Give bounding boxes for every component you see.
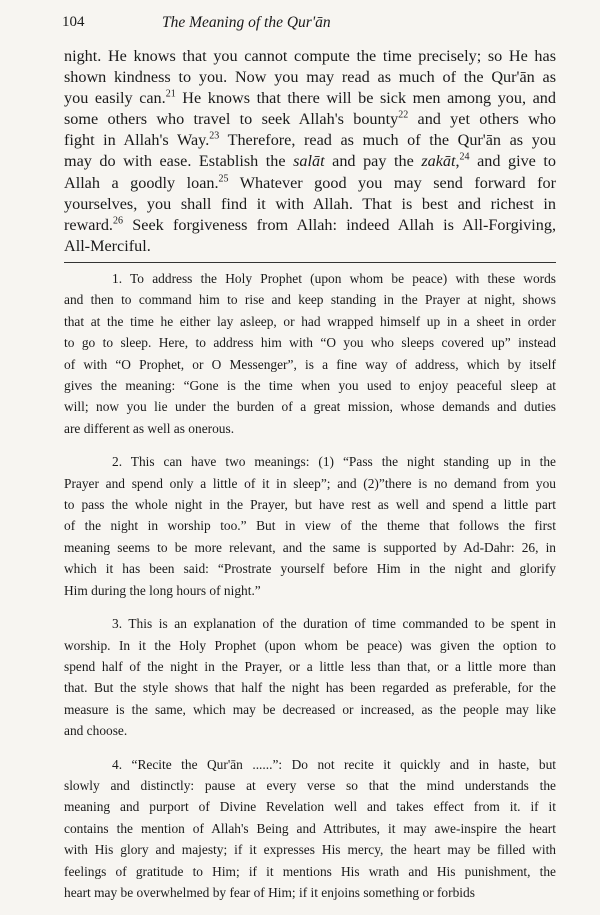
text-run: reward. xyxy=(64,215,113,234)
italic-term: zakāt xyxy=(421,152,456,171)
text-run: night. He knows that you cannot compute the time precisely; so He has xyxy=(64,47,556,65)
footnote-line: contains the mention of Allah's Being and Attributes, it may awe-inspire the heart xyxy=(64,820,556,836)
footnote-reference: 22 xyxy=(398,109,409,121)
text-run: Allah a goodly loan. xyxy=(64,173,219,192)
footnote-line: to pass the whole night in the Prayer, but have rest as well and spend a little part xyxy=(64,497,556,513)
main-text-line xyxy=(64,236,556,257)
footnote-line: 4. “Recite the Qur'ān ......”: Do not recite it quickly and in haste, but xyxy=(112,756,556,772)
footnotes xyxy=(64,268,556,915)
main-text-line xyxy=(64,173,556,194)
text-run: Seek forgiveness from Allah: indeed Allah is All-Forgiving, xyxy=(122,215,556,234)
footnote-reference: 21 xyxy=(165,88,176,100)
main-text-line xyxy=(64,194,556,215)
main-text-line xyxy=(64,215,556,236)
footnote-line: and choose. xyxy=(64,723,128,739)
footnote-line: spend half of the night in the Prayer, or a little less than that, or a little more than xyxy=(64,658,556,674)
running-title: The Meaning of the Qur'ān xyxy=(162,14,331,31)
footnote-line: meaning seems to be more relevant, and the same is supported by Ad-Dahr: 26, in xyxy=(64,539,556,555)
footnote-1 xyxy=(64,268,556,439)
footnote-reference: 23 xyxy=(209,130,220,142)
main-text-line xyxy=(64,109,556,130)
footnote-line: 1. To address the Holy Prophet (upon whom be peace) with these words xyxy=(112,271,556,286)
main-text-line xyxy=(64,46,556,67)
footnote-line: meaning and purport of Divine Revelation well and takes effect from it. if it xyxy=(64,799,556,815)
footnote-line: of with “O Prophet, or O Messenger”, is a fine way of address, which by itself xyxy=(64,356,556,372)
footnote-line: heart may be overwhelmed by fear of Him; if it enjoins something or forbids xyxy=(64,884,475,900)
text-run: and give to xyxy=(469,152,556,171)
page-header xyxy=(62,14,560,36)
footnote-reference: 25 xyxy=(218,173,229,185)
footnote-line: gives the meaning: “Gone is the time when you used to enjoy peaceful sleep at xyxy=(64,378,556,394)
text-run: yourselves, you shall find it with Allah. That is best and richest in xyxy=(64,194,556,213)
main-text-line xyxy=(64,130,556,151)
footnote-line: of the night in worship too.” But in view of the theme that follows the first xyxy=(64,518,556,534)
footnote-line: measure is the same, which may be decreased or increased, as the people may like xyxy=(64,701,556,717)
main-text-paragraph xyxy=(64,46,556,257)
footnote-line: Him during the long hours of night.” xyxy=(64,582,261,598)
footnote-line: 2. This can have two meanings: (1) “Pass the night standing up in the xyxy=(112,454,556,470)
footnote-line: Prayer and spend only a little of it in sleep”; and (2)”there is no demand from you xyxy=(64,475,556,491)
footnote-line: slowly and distinctly: pause at every verse so that the mind understands the xyxy=(64,777,556,793)
footnote-line: 3. This is an explanation of the duration of time commanded to be spent in xyxy=(112,616,556,632)
footnote-line: feelings of gratitude to Him; if it mentions His wrath and His punishment, the xyxy=(64,863,556,879)
text-run: and pay the xyxy=(324,152,422,171)
main-text-line xyxy=(64,67,556,88)
footnote-line: are different as well as onerous. xyxy=(64,420,235,436)
footnote-line: that. But the style shows that half the night has been regarded as preferable, for the xyxy=(64,680,556,696)
footnote-reference: 24 xyxy=(459,152,470,164)
footnote-4 xyxy=(64,754,556,904)
text-run: shown kindness to you. Now you may read as much of the Qur'ān as xyxy=(64,68,556,87)
footnote-line: will; now you lie under the burden of a great mission, whose demands and duties xyxy=(64,399,556,415)
footnote-line: with His glory and majesty; if it expresses His mercy, the heart may be filled with xyxy=(64,842,556,858)
text-run: He knows that there will be sick men among you, and xyxy=(175,89,556,108)
text-run: fight in Allah's Way. xyxy=(64,131,210,150)
text-run: may do with ease. Establish the xyxy=(64,152,294,171)
main-text-line xyxy=(64,88,556,109)
text-run: , xyxy=(455,152,460,171)
footnote-2 xyxy=(64,451,556,601)
footnote-reference: 26 xyxy=(112,215,123,227)
italic-term: salāt xyxy=(293,152,325,171)
footnote-3 xyxy=(64,613,556,741)
main-text-line xyxy=(64,151,556,172)
footnote-line: and then to command him to rise and keep standing in the Prayer at night, shows xyxy=(64,292,556,308)
text-run: Therefore, read as much of the Qur'ān as you xyxy=(219,131,556,150)
footnote-line: to go to sleep. Here, to address him with “O you who sleeps covered up” instead xyxy=(64,335,556,351)
text-run: some others who travel to seek Allah's bounty xyxy=(64,110,399,129)
footnote-line: worship. In it the Holy Prophet (upon whom be peace) was given the option to xyxy=(64,637,556,653)
text-run: and yet others who xyxy=(408,110,557,129)
footnote-divider xyxy=(64,262,556,263)
footnote-line: which it has been said: “Prostrate yourself before Him in the night and glorify xyxy=(64,561,556,577)
footnote-line: that at the time he either lay asleep, or had wrapped himself up in a sheet in order xyxy=(64,313,556,329)
text-run: Whatever good you may send forward for xyxy=(228,173,556,192)
page-number: 104 xyxy=(62,14,85,30)
text-run: you easily can. xyxy=(64,89,166,108)
text-run: All-Merciful. xyxy=(64,236,151,255)
